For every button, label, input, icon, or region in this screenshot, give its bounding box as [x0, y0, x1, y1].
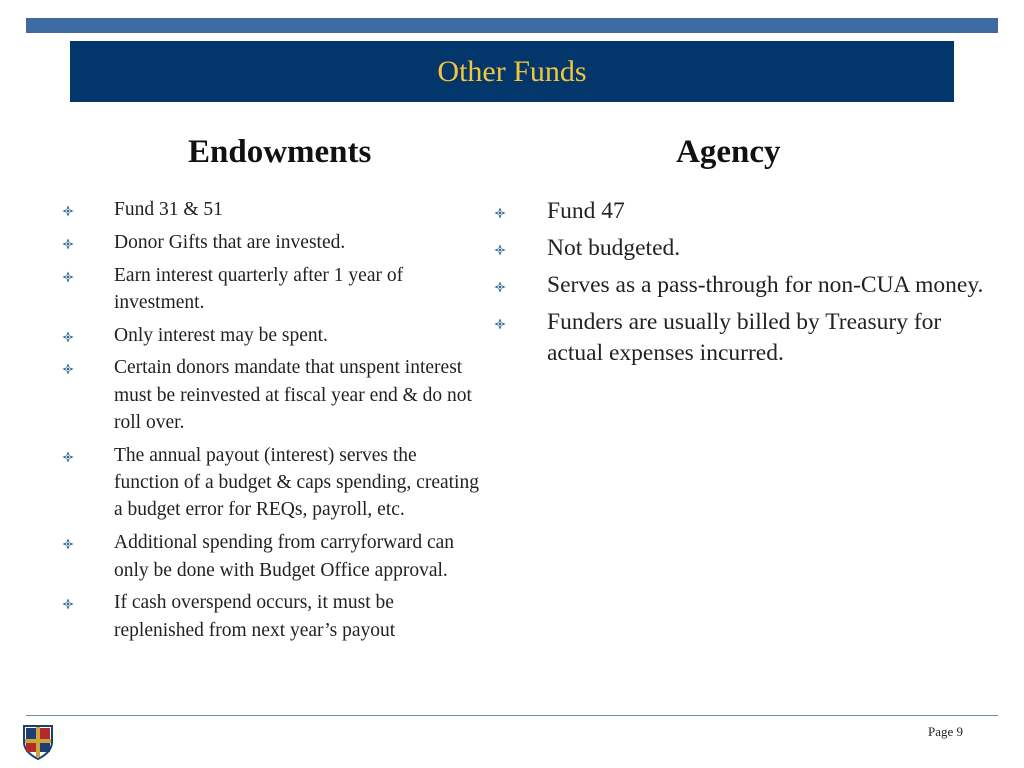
- diamond-bullet-icon: [494, 281, 506, 293]
- list-item-text: If cash overspend occurs, it must be replenished from next year’s payout: [114, 592, 396, 641]
- slide-title: Other Funds: [437, 54, 587, 88]
- list-item: [494, 307, 994, 369]
- footer-divider: [26, 715, 998, 716]
- list-item-text: Only interest may be spent.: [114, 324, 328, 346]
- list-item-text: The annual payout (interest) serves the function of a budget & caps spending, creating a budget error for REQs, payroll, etc.: [114, 444, 479, 521]
- diamond-bullet-icon: [62, 331, 74, 343]
- diamond-bullet-icon: [62, 271, 74, 283]
- diamond-bullet-icon: [494, 318, 506, 330]
- diamond-bullet-icon: [62, 238, 74, 250]
- endowments-list: [62, 196, 482, 649]
- list-item: [494, 196, 994, 227]
- list-item-text: Donor Gifts that are invested.: [114, 231, 346, 253]
- diamond-bullet-icon: [62, 205, 74, 217]
- list-item: [62, 589, 482, 644]
- list-item: [62, 354, 482, 436]
- list-item-text: Earn interest quarterly after 1 year of investment.: [114, 264, 404, 313]
- diamond-bullet-icon: [62, 598, 74, 610]
- list-item-text: Fund 47: [547, 198, 625, 224]
- top-stripe: [26, 18, 998, 33]
- list-item-text: Funders are usually billed by Treasury for actual expenses incurred.: [547, 309, 942, 366]
- diamond-bullet-icon: [494, 244, 506, 256]
- list-item: [494, 270, 994, 301]
- university-crest-icon: [22, 724, 54, 760]
- list-item: [62, 322, 482, 349]
- list-item-text: Serves as a pass-through for non-CUA money.: [547, 272, 984, 298]
- list-item: [62, 196, 482, 223]
- diamond-bullet-icon: [494, 207, 506, 219]
- agency-heading: Agency: [676, 134, 781, 170]
- list-item-text: Certain donors mandate that unspent interest must be reinvested at fiscal year end & do not roll over.: [114, 357, 472, 434]
- page-number: Page 9: [928, 724, 964, 739]
- list-item: [62, 442, 482, 524]
- diamond-bullet-icon: [62, 363, 74, 375]
- list-item-text: Not budgeted.: [547, 235, 681, 261]
- list-item-text: Fund 31 & 51: [114, 199, 223, 220]
- list-item: [62, 529, 482, 584]
- endowments-heading: Endowments: [188, 134, 372, 170]
- diamond-bullet-icon: [62, 538, 74, 550]
- list-item: [494, 233, 994, 264]
- list-item-text: Additional spending from carryforward can only be done with Budget Office approval.: [114, 532, 455, 581]
- title-bar: [70, 41, 954, 102]
- agency-list: [494, 196, 994, 375]
- list-item: [62, 262, 482, 317]
- list-item: [62, 229, 482, 256]
- diamond-bullet-icon: [62, 451, 74, 463]
